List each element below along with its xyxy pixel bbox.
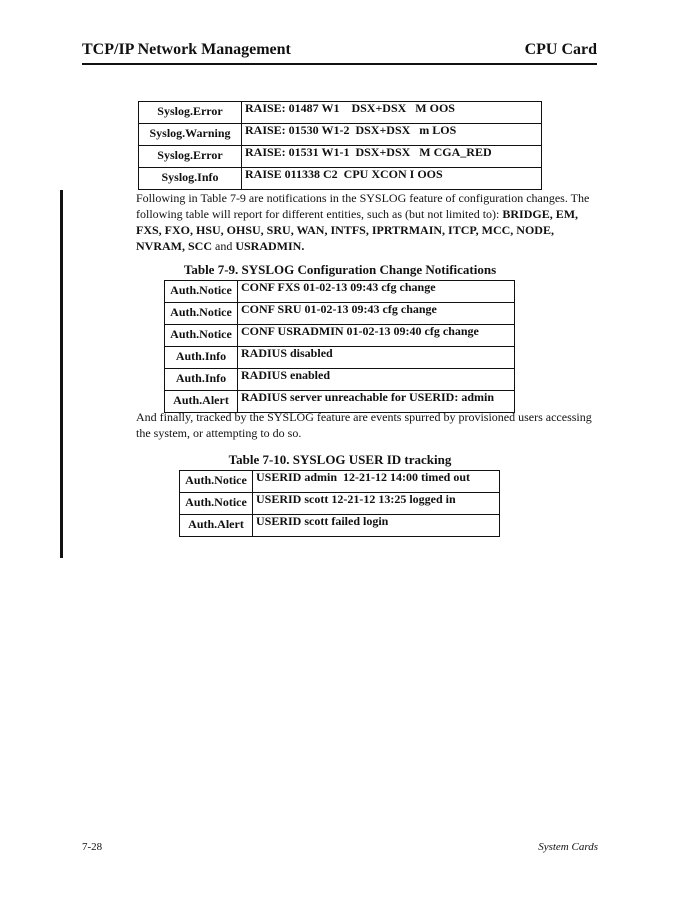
header-left-title: TCP/IP Network Management (82, 41, 291, 58)
table-row (165, 325, 515, 347)
message-cell: CONF FXS 01-02-13 09:43 cfg change (238, 281, 515, 303)
message-cell: RAISE: 01487 W1 DSX+DSX M OOS (242, 102, 542, 124)
table-row (165, 303, 515, 325)
level-cell: Auth.Info (165, 369, 238, 391)
table-row (165, 369, 515, 391)
message-cell: RAISE 011338 C2 CPU XCON I OOS (242, 168, 542, 190)
table-row (139, 102, 542, 124)
user-id-tracking-table (179, 470, 500, 537)
message-cell: CONF USRADMIN 01-02-13 09:40 cfg change (238, 325, 515, 347)
table-row (139, 124, 542, 146)
config-change-table (164, 280, 515, 413)
table-row (180, 493, 500, 515)
paragraph-intro-text: Following in Table 7-9 are notifications in the SYSLOG feature of configuration changes. The following table will report for different entities, such as (but not limited to): (136, 191, 590, 221)
table-row (165, 347, 515, 369)
intro-paragraph (136, 190, 598, 254)
level-cell: Auth.Notice (180, 471, 253, 493)
message-cell: USERID admin 12-21-12 14:00 timed out (253, 471, 500, 493)
page-number: 7-28 (82, 841, 103, 853)
message-cell: RADIUS disabled (238, 347, 515, 369)
message-cell: USERID scott failed login (253, 515, 500, 537)
entity-list: BRIDGE, EM, FXS, FXO, HSU, OHSU, SRU, WAN, INTFS, IPRTRMAIN, ITCP, MCC, NODE, NVRAM, SCC (136, 207, 579, 253)
header-right-title: CPU Card (524, 41, 597, 58)
header-rule (82, 63, 597, 65)
level-cell: Auth.Alert (165, 391, 238, 413)
entity-last: USRADMIN. (235, 239, 305, 253)
table-row (139, 146, 542, 168)
message-cell: USERID scott 12-21-12 13:25 logged in (253, 493, 500, 515)
user-tracking-paragraph: And finally, tracked by the SYSLOG feature are events spurred by provisioned users accessing the system, or attempting to do so. (136, 410, 592, 440)
table-7-10-caption: Table 7-10. SYSLOG USER ID tracking (228, 452, 452, 467)
table-row (180, 471, 500, 493)
paragraph-and: and (212, 239, 236, 253)
message-cell: RAISE: 01530 W1-2 DSX+DSX m LOS (242, 124, 542, 146)
table-row (180, 515, 500, 537)
table-7-9-caption: Table 7-9. SYSLOG Configuration Change Notifications (183, 262, 497, 277)
footer-section-title: System Cards (538, 841, 598, 853)
message-cell: CONF SRU 01-02-13 09:43 cfg change (238, 303, 515, 325)
level-cell: Syslog.Info (139, 168, 242, 190)
level-cell: Auth.Notice (165, 303, 238, 325)
level-cell: Auth.Alert (180, 515, 253, 537)
syslog-alarm-table (138, 101, 542, 190)
level-cell: Auth.Notice (165, 281, 238, 303)
level-cell: Syslog.Warning (139, 124, 242, 146)
message-cell: RADIUS enabled (238, 369, 515, 391)
level-cell: Auth.Info (165, 347, 238, 369)
message-cell: RAISE: 01531 W1-1 DSX+DSX M CGA_RED (242, 146, 542, 168)
level-cell: Auth.Notice (180, 493, 253, 515)
level-cell: Auth.Notice (165, 325, 238, 347)
level-cell: Syslog.Error (139, 146, 242, 168)
table-row (165, 281, 515, 303)
level-cell: Syslog.Error (139, 102, 242, 124)
table-row (139, 168, 542, 190)
message-cell: RADIUS server unreachable for USERID: admin (238, 391, 515, 413)
change-bar (60, 190, 63, 558)
